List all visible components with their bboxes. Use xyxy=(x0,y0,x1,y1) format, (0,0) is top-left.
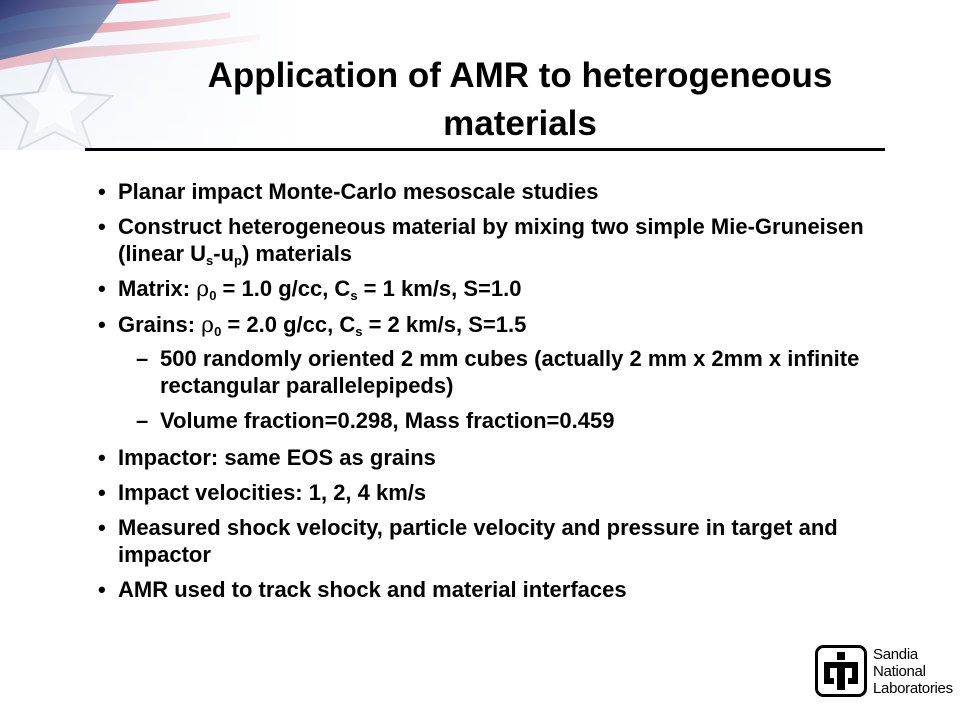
bullet-text-part: = 1.0 g/cc, C xyxy=(216,276,351,301)
sandia-logo xyxy=(815,645,953,703)
bullet-list xyxy=(96,178,886,611)
sub-bullet-dash: – xyxy=(136,346,149,371)
bullet-dot: • xyxy=(98,480,106,505)
bullet-item xyxy=(96,514,886,568)
title-divider xyxy=(85,148,885,151)
bullet-text: Construct heterogeneous material by mixing two simple Mie-Gruneisen (linear U xyxy=(118,214,864,266)
bullet-dot: • xyxy=(98,179,106,204)
bullet-text: Matrix: xyxy=(118,276,197,301)
logo-text-line-3: Laboratories xyxy=(873,680,953,697)
bullet-dot: • xyxy=(98,276,106,301)
bullet-dot: • xyxy=(98,577,106,602)
bullet-item-grains xyxy=(96,311,886,339)
bullet-text-part: = 2.0 g/cc, C xyxy=(221,312,356,337)
sub-bullet-text: 500 randomly oriented 2 mm cubes (actually 2 mm x 2mm x infinite rectangular parallelepipeds) xyxy=(160,346,860,398)
slide-title-line-2: materials xyxy=(443,104,597,143)
bullet-item-matrix xyxy=(96,275,886,303)
bullet-item xyxy=(96,213,886,267)
bullet-text-part: = 1 km/s, S=1.0 xyxy=(357,276,522,301)
sandia-thunderbird-icon xyxy=(815,645,867,697)
logo-text-line-1: Sandia xyxy=(873,646,918,663)
bullet-text: Impact velocities: 1, 2, 4 km/s xyxy=(118,480,427,505)
bullet-dot: • xyxy=(98,445,106,470)
sandia-logo-text xyxy=(873,646,953,697)
subscript-s: s xyxy=(355,324,363,339)
rho-symbol: ρ xyxy=(196,277,210,302)
sub-bullet-dash: – xyxy=(136,408,149,433)
bullet-item xyxy=(96,444,886,471)
bullet-item xyxy=(96,479,886,506)
bullet-dot: • xyxy=(98,214,106,239)
subscript-s: s xyxy=(206,253,214,268)
bullet-text: AMR used to track shock and material interfaces xyxy=(118,577,627,602)
sub-bullet-item xyxy=(136,345,886,399)
subscript-s: s xyxy=(350,288,358,303)
logo-text-line-2: National xyxy=(873,663,926,680)
bullet-dot: • xyxy=(98,312,106,337)
bullet-item xyxy=(96,178,886,205)
sub-bullet-item xyxy=(136,407,886,434)
slide-title xyxy=(150,52,890,148)
slide-title-line-1: Application of AMR to heterogeneous xyxy=(207,56,833,95)
bullet-text: Planar impact Monte-Carlo mesoscale studies xyxy=(118,179,599,204)
bullet-dot: • xyxy=(98,515,106,540)
bullet-text-part: = 2 km/s, S=1.5 xyxy=(362,312,527,337)
bullet-text-end: ) materials xyxy=(241,241,353,266)
bullet-text-mid: -u xyxy=(213,241,235,266)
sub-bullet-text: Volume fraction=0.298, Mass fraction=0.459 xyxy=(160,408,615,433)
bullet-text: Grains: xyxy=(118,312,202,337)
bullet-text: Measured shock velocity, particle velocity and pressure in target and impactor xyxy=(118,515,838,567)
bullet-item xyxy=(96,576,886,603)
subscript-0: 0 xyxy=(209,288,217,303)
subscript-p: p xyxy=(234,253,242,268)
subscript-0: 0 xyxy=(214,324,222,339)
rho-symbol: ρ xyxy=(201,313,215,338)
bullet-text: Impactor: same EOS as grains xyxy=(118,445,436,470)
